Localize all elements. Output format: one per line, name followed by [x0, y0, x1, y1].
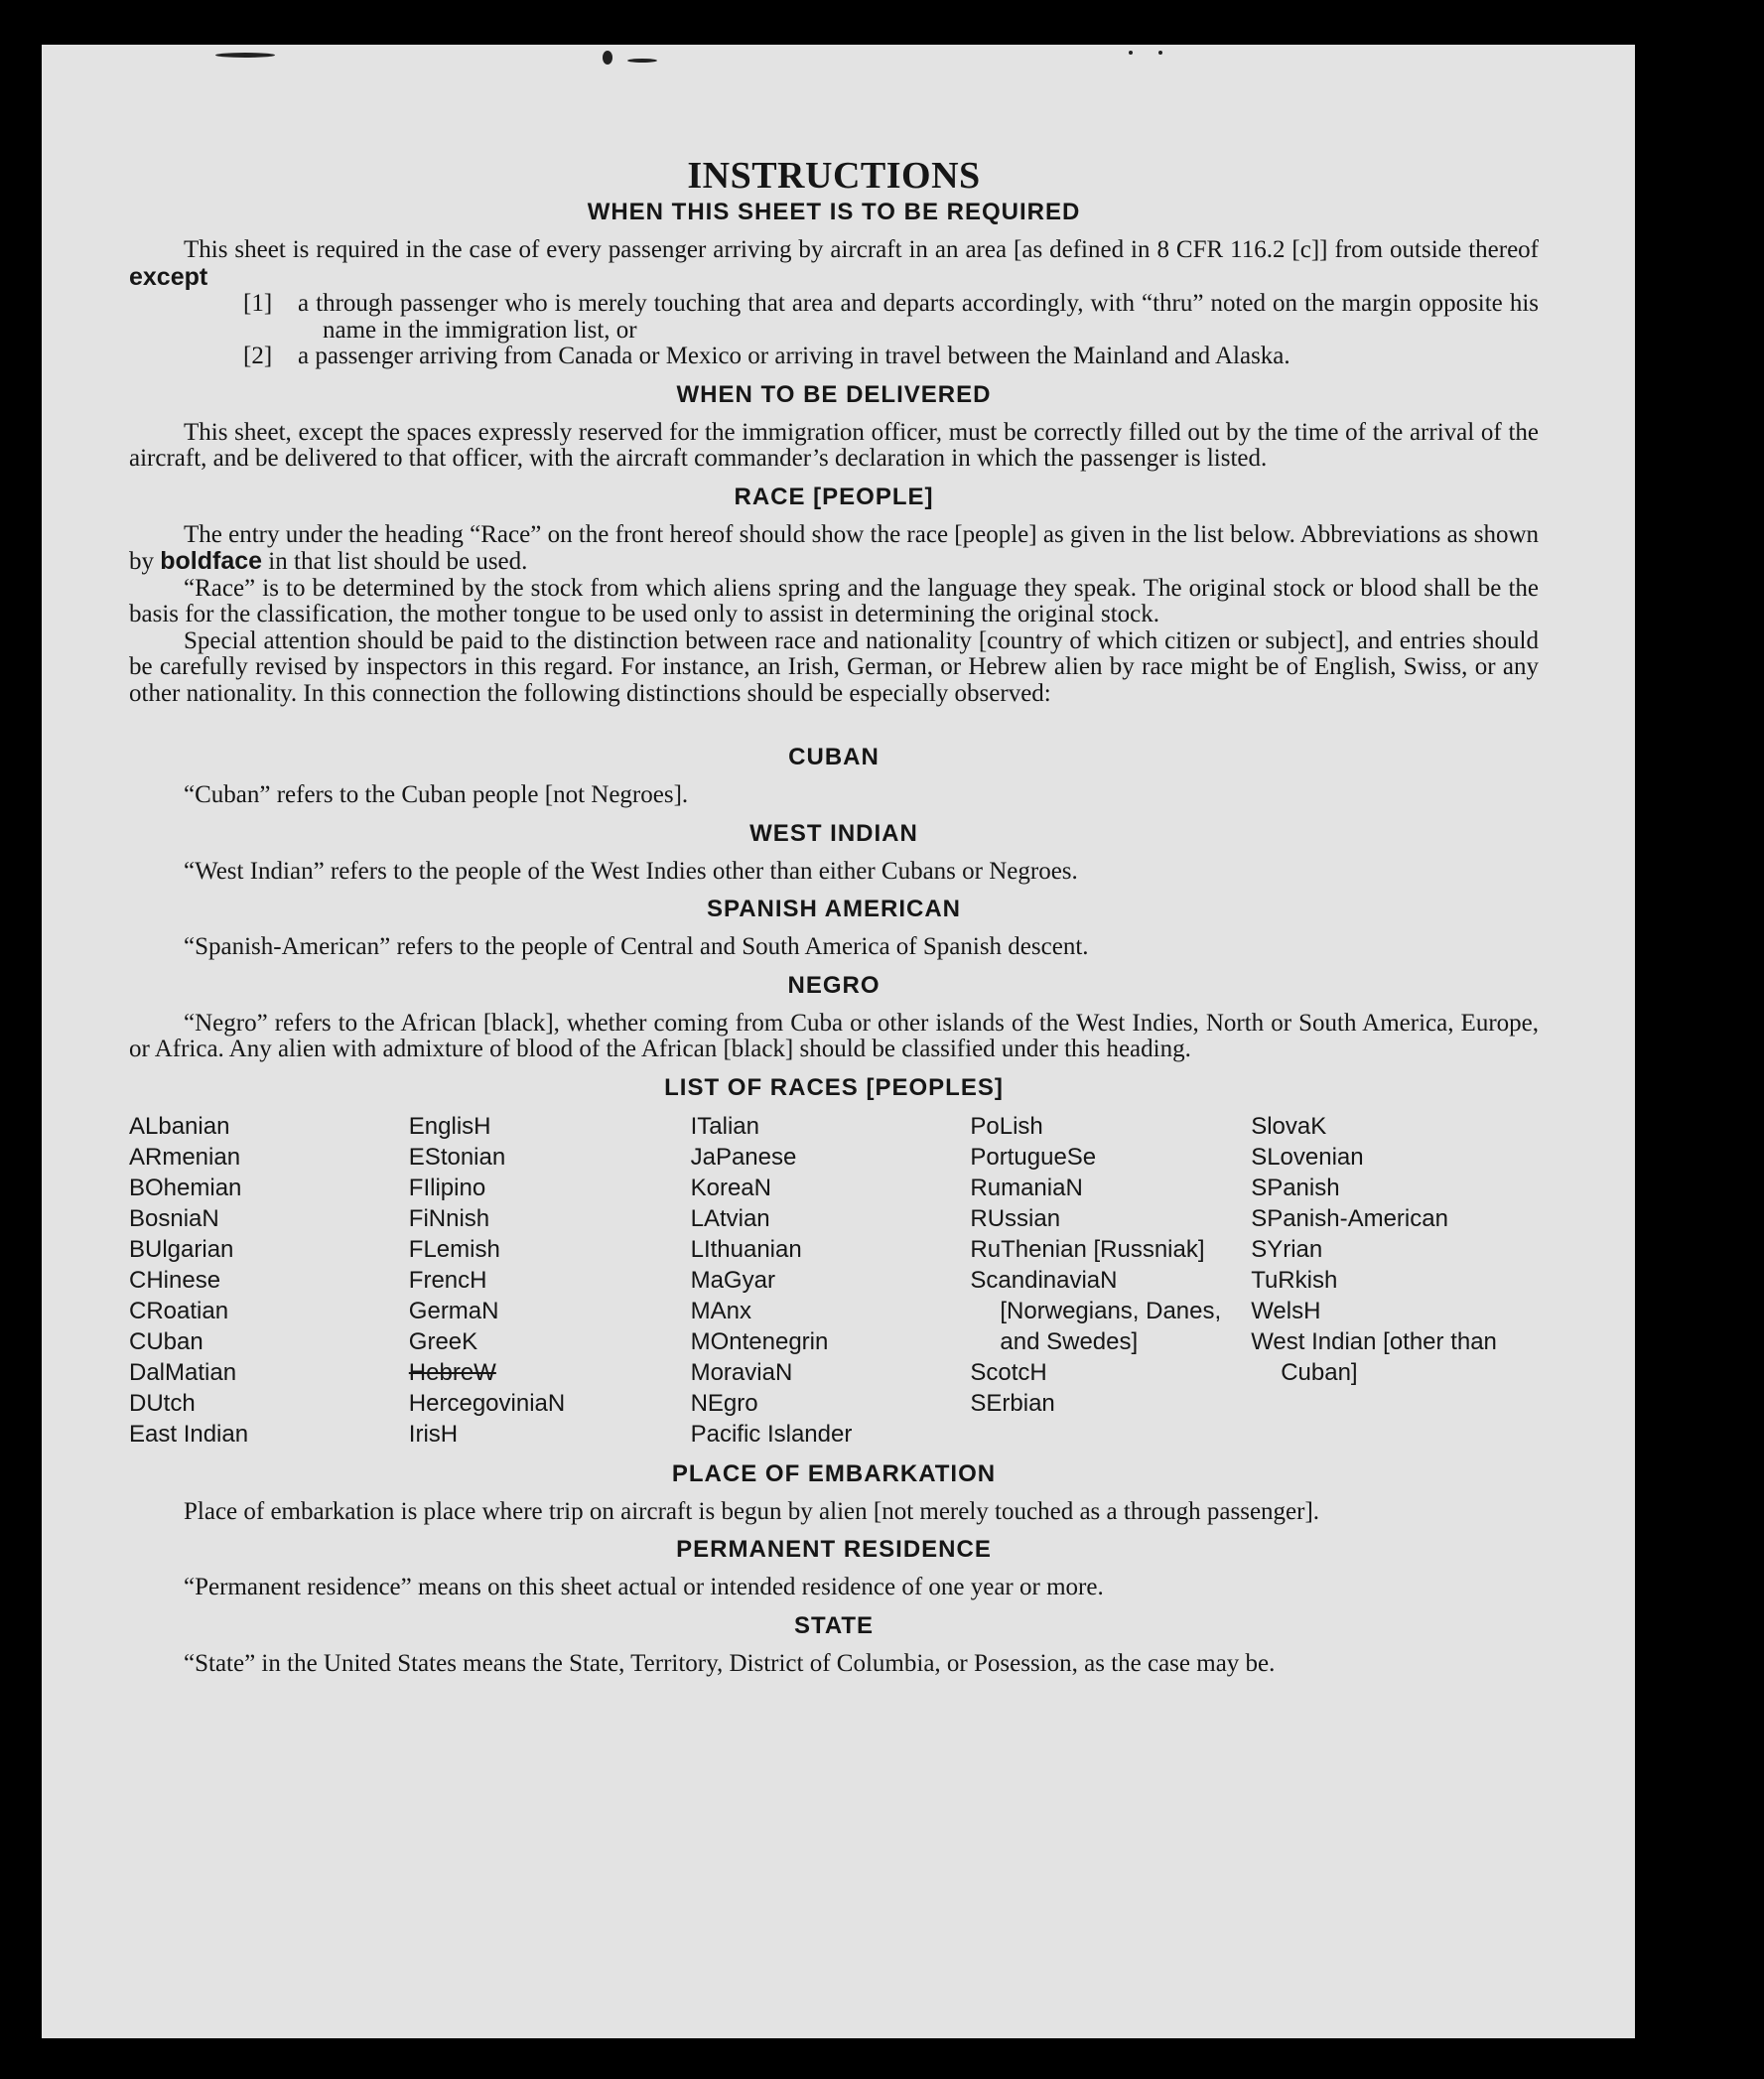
race-entry: BOhemian	[129, 1174, 242, 1201]
scan-speck	[215, 53, 275, 58]
race-entry: EStonian	[408, 1143, 506, 1171]
race-entry: RuThenian [Russniak]	[970, 1235, 1205, 1263]
race-entry: MAnx	[690, 1297, 751, 1324]
race-entry: SYrian	[1251, 1235, 1323, 1263]
race-entry: IrisH	[408, 1420, 459, 1448]
race-entry: SPanish	[1251, 1174, 1340, 1201]
section-when-required	[129, 237, 1539, 370]
race-entry: SlovaK	[1251, 1112, 1327, 1140]
race-paragraph-1: The entry under the heading “Race” on the front hereof should show the race [people] as given in the list below. Abbreviations as shown by boldface in that list should be used.	[129, 520, 1539, 575]
scan-speck	[627, 59, 657, 63]
race-entry: West Indian [other than Cuban]	[1251, 1327, 1497, 1386]
race-entry: ARmenian	[129, 1143, 241, 1171]
races-column-4	[970, 1111, 1251, 1450]
west-indian-text: “West Indian” refers to the people of the West Indies other than either Cubans or Negroes.	[184, 857, 1078, 885]
race-entry: TuRkish	[1251, 1266, 1338, 1294]
required-intro: This sheet is required in the case of every passenger arriving by aircraft in an area [as defined in 8 CFR 116.2 [c]] from outside thereof except	[129, 236, 1539, 291]
race-entry: DalMatian	[129, 1358, 237, 1386]
race-entry: KoreaN	[690, 1174, 771, 1201]
races-column-1	[129, 1111, 409, 1450]
cuban-text: “Cuban” refers to the Cuban people [not Negroes].	[184, 781, 689, 808]
race-entry: LIthuanian	[690, 1235, 802, 1263]
page-title: INSTRUCTIONS	[687, 155, 981, 197]
race-entry: WelsH	[1251, 1297, 1321, 1324]
heading-permanent-residence: PERMANENT RESIDENCE	[676, 1536, 992, 1563]
heading-embarkation: PLACE OF EMBARKATION	[671, 1459, 997, 1487]
race-entry: RUssian	[970, 1204, 1061, 1232]
heading-when-delivered: WHEN TO BE DELIVERED	[676, 380, 992, 408]
race-entry: FiNnish	[408, 1204, 490, 1232]
races-column-3	[691, 1111, 971, 1450]
race-entry: SErbian	[970, 1389, 1055, 1417]
race-entry: NEgro	[690, 1389, 758, 1417]
race-paragraph-2: “Race” is to be determined by the stock from which aliens spring and the language they speak. The original stock or blood shall be the basis for the classification, the mother tongue to be used only to assist in determining the original stock.	[129, 574, 1539, 627]
spanish-american-text: “Spanish-American” refers to the people of Central and South America of Spanish descent.	[184, 933, 1089, 960]
race-paragraph-3: Special attention should be paid to the distinction between race and nationality [country of which citizen or subject], and entries should be carefully revised by inspectors in this regard. For instance, an Irish, German, or Hebrew alien by race might be of English, Swiss, or any other nationality. In this connection the following distinctions should be especially observed:	[129, 626, 1539, 707]
residence-text: “Permanent residence” means on this sheet actual or intended residence of one year or more.	[184, 1574, 1104, 1600]
section-permanent-residence	[129, 1575, 1539, 1601]
race-entry: ALbanian	[129, 1112, 230, 1140]
heading-when-required: WHEN THIS SHEET IS TO BE REQUIRED	[587, 199, 1081, 225]
race-entry: ScotcH	[970, 1358, 1047, 1386]
race-entry: CUban	[129, 1327, 204, 1355]
race-entry: MaGyar	[690, 1266, 775, 1294]
exception-item-2: [2] a passenger arriving from Canada or Mexico or arriving in travel between the Mainland and Alaska.	[243, 343, 1290, 369]
section-embarkation	[129, 1499, 1539, 1526]
race-entry: RumaniaN	[970, 1174, 1083, 1201]
race-entry: HercegoviniaN	[408, 1389, 566, 1417]
race-entry-struck: HebreW	[408, 1358, 496, 1386]
embarkation-text: Place of embarkation is place where trip on aircraft is begun by alien [not merely touched as a through passenger].	[184, 1497, 1320, 1525]
race-entry: BosniaN	[129, 1204, 219, 1232]
race-entry: FLemish	[408, 1235, 500, 1263]
exception-item-1: [1] a through passenger who is merely touching that area and departs accordingly, with “thru” noted on the margin opposite his name in the immigration list, or	[243, 290, 1539, 344]
scan-speck	[603, 51, 612, 65]
section-when-delivered	[129, 420, 1539, 473]
races-list	[129, 1111, 1539, 1450]
race-entry: MOntenegrin	[690, 1327, 829, 1355]
race-entry: LAtvian	[690, 1204, 770, 1232]
section-state	[129, 1651, 1539, 1678]
heading-cuban: CUBAN	[788, 744, 880, 770]
race-entry: SLovenian	[1251, 1143, 1364, 1171]
heading-negro: NEGRO	[787, 971, 881, 999]
race-entry: FrencH	[408, 1266, 487, 1294]
section-spanish-american	[129, 934, 1539, 961]
scan-speck	[1129, 51, 1133, 55]
race-entry: GreeK	[408, 1327, 478, 1355]
races-column-2	[409, 1111, 691, 1450]
scan-speck	[1158, 51, 1162, 55]
race-entry: EnglisH	[408, 1112, 491, 1140]
section-negro	[129, 1011, 1539, 1063]
heading-west-indian: WEST INDIAN	[749, 819, 918, 847]
section-race	[129, 522, 1539, 708]
section-cuban	[129, 782, 1539, 809]
section-west-indian	[129, 859, 1539, 886]
negro-text: “Negro” refers to the African [black], whether coming from Cuba or other islands of the West Indies, North or South America, Europe, or Africa. Any alien with admixture of blood of the African [black] should be classified under this heading.	[129, 1009, 1539, 1062]
race-entry: SPanish-American	[1251, 1204, 1448, 1232]
race-entry: ITalian	[690, 1112, 759, 1140]
race-entry: East Indian	[129, 1420, 249, 1448]
delivered-text: This sheet, except the spaces expressly reserved for the immigration officer, must be correctly filled out by the time of the arrival of the aircraft, and be delivered to that officer, with the aircraft commander’s declaration in which the passenger is listed.	[129, 418, 1539, 472]
heading-state: STATE	[793, 1611, 875, 1639]
race-entry: DUtch	[129, 1389, 196, 1417]
race-entry: JaPanese	[690, 1143, 797, 1171]
heading-spanish-american: SPANISH AMERICAN	[706, 896, 961, 922]
race-entry: CHinese	[129, 1266, 221, 1294]
race-entry: ScandinaviaN [Norwegians, Danes, and Swedes]	[970, 1266, 1222, 1355]
race-entry: MoraviaN	[690, 1358, 793, 1386]
heading-race: RACE [PEOPLE]	[734, 483, 934, 510]
except-bold: except	[129, 262, 208, 291]
race-entry: PoLish	[970, 1112, 1043, 1140]
heading-list-of-races: LIST OF RACES [PEOPLES]	[664, 1073, 1004, 1101]
document-body	[129, 154, 1539, 1677]
race-entry: BUlgarian	[129, 1235, 234, 1263]
state-text: “State” in the United States means the State, Territory, District of Columbia, or Posession, as the case may be.	[184, 1649, 1276, 1677]
races-column-5	[1251, 1111, 1539, 1450]
race-entry: FIlipino	[408, 1174, 486, 1201]
document-page	[42, 45, 1635, 2038]
race-entry: Pacific Islander	[690, 1420, 853, 1448]
race-entry: PortugueSe	[970, 1143, 1097, 1171]
boldface-word: boldface	[160, 547, 263, 575]
race-entry: CRoatian	[129, 1297, 229, 1324]
race-entry: GermaN	[408, 1297, 499, 1324]
